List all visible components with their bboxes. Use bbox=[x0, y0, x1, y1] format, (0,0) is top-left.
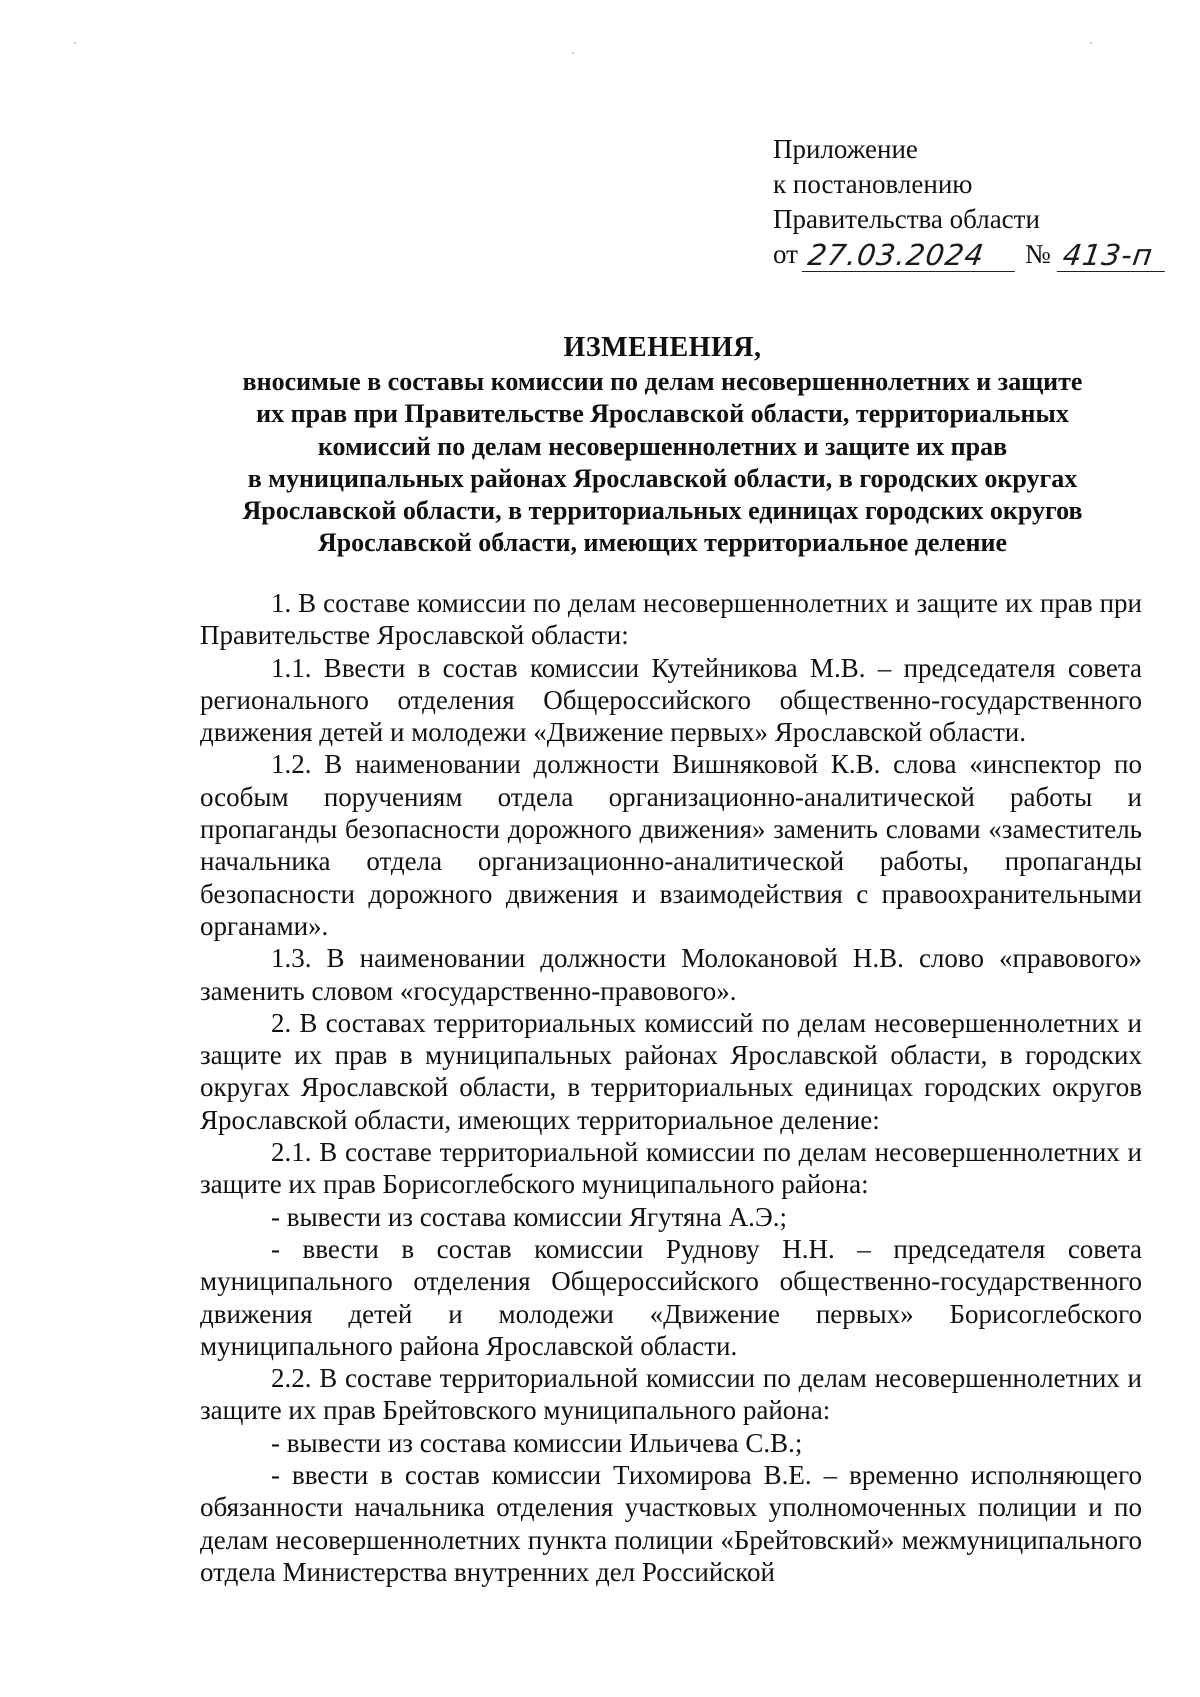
appendix-reference: к постановлению bbox=[773, 169, 973, 199]
subtitle-line: Ярославской области, имеющих территориальное деление bbox=[317, 528, 1008, 558]
subtitle-line: их прав при Правительстве Ярославской области, территориальных bbox=[256, 399, 1069, 429]
appendix-date-number-row bbox=[773, 237, 1173, 272]
document-title: ИЗМЕНЕНИЯ, bbox=[563, 332, 762, 363]
handwritten-number: 413-п bbox=[1056, 240, 1168, 272]
subtitle-line: Ярославской области, в территориальных единицах городских округов bbox=[242, 496, 1083, 526]
document-body bbox=[200, 587, 1142, 1588]
subtitle-line: в муниципальных районах Ярославской области, в городских округах bbox=[247, 463, 1078, 493]
paragraph-1-2: 1.2. В наименовании должности Вишняковой К.В. слова «инспектор по особым поручениям отдела организационно-аналитической работы и пропаганды безопасности дорожного движения» заменить словами «заместитель начальника отдела организационно-аналитической работы, пропаганды безопасности дорожного движения и взаимодействия с правоохранительными органами». bbox=[200, 749, 1142, 941]
scan-speck bbox=[572, 52, 574, 54]
number-sign: № bbox=[1024, 239, 1051, 269]
subtitle-line: вносимые в составы комиссии по делам несовершеннолетних и защите bbox=[242, 367, 1083, 396]
handwritten-date: 27.03.2024 bbox=[802, 240, 1019, 272]
paragraph-2: 2. В составах территориальных комиссий по делам несовершеннолетних и защите их прав в муниципальных районах Ярославской области, в городских округах Ярославской области, в территориальных единицах городских округов Ярославской области, имеющих территориальное деление: bbox=[200, 1007, 1142, 1135]
list-item-remove: - вывести из состава комиссии Ильичева С.В.; bbox=[271, 1427, 803, 1458]
subtitle-line: комиссий по делам несовершеннолетних и защите их прав bbox=[317, 431, 1008, 461]
appendix-label: Приложение bbox=[773, 134, 918, 164]
list-item-add: - ввести в состав комиссии Тихомирова В.Е. – временно исполняющего обязанности начальника отделения участковых уполномоченных полиции и по делам несовершеннолетних пункта полиции «Брейтовский» межмуниципального отдела Министерства внутренних дел Российской bbox=[200, 1460, 1142, 1587]
appendix-authority: Правительства области bbox=[773, 204, 1040, 234]
document-title-block bbox=[190, 330, 1135, 560]
date-prefix: от bbox=[773, 239, 798, 269]
list-item-add: - ввести в состав комиссии Руднову Н.Н. – председателя совета муниципального отделения Общероссийского общественно-государственного движения детей и молодежи «Движение первых» Борисоглебского муниципального района Ярославской области. bbox=[200, 1233, 1142, 1361]
document-subtitle bbox=[190, 366, 1135, 560]
paragraph-2-1: 2.1. В составе территориальной комиссии по делам несовершеннолетних и защите их прав Борисоглебского муниципального района: bbox=[200, 1137, 1142, 1200]
scan-speck bbox=[74, 42, 76, 44]
paragraph-1-1: 1.1. Ввести в состав комиссии Кутейникова М.В. – председателя совета регионального отделения Общероссийского общественно-государственного движения детей и молодежи «Движение первых» Ярославской области. bbox=[200, 652, 1142, 748]
list-item-remove: - вывести из состава комиссии Ягутяна А.Э.; bbox=[271, 1201, 787, 1232]
paragraph-1-3: 1.3. В наименовании должности Молокановой Н.В. слово «правового» заменить словом «государственно-правового». bbox=[200, 943, 1142, 1006]
appendix-header bbox=[773, 132, 1173, 272]
paragraph-2-2: 2.2. В составе территориальной комиссии по делам несовершеннолетних и защите их прав Брейтовского муниципального района: bbox=[200, 1363, 1142, 1426]
paragraph-1: 1. В составе комиссии по делам несовершеннолетних и защите их прав при Правительстве Ярославской области: bbox=[200, 588, 1142, 651]
scan-speck bbox=[1090, 42, 1092, 44]
